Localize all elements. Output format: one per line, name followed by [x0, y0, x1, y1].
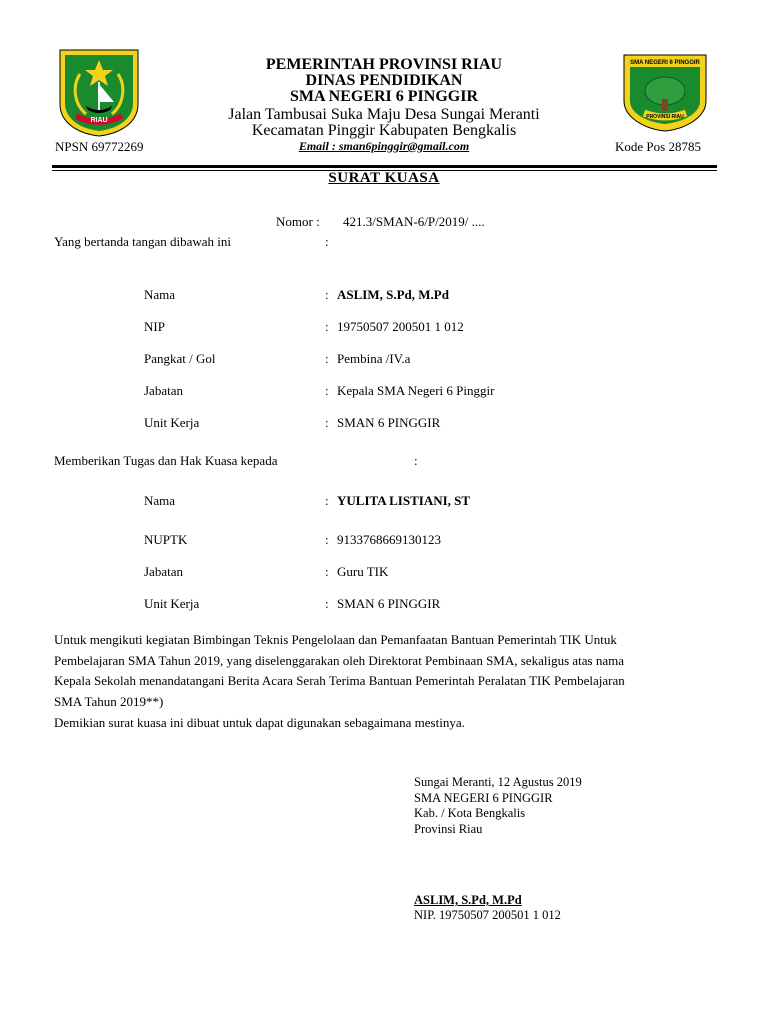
header-department: DINAS PENDIDIKAN	[305, 72, 463, 89]
body-line: Pembelajaran SMA Tahun 2019, yang diselenggarakan oleh Direktorat Pembinaan SMA, sekaligus atas nama	[54, 652, 624, 668]
colon: :	[325, 596, 329, 611]
grantee-position-label: Jabatan	[144, 564, 183, 579]
colon: :	[325, 415, 329, 430]
header-address-street: Jalan Tambusai Suka Maju Desa Sungai Meranti	[228, 106, 540, 123]
header-address-district: Kecamatan Pinggir Kabupaten Bengkalis	[251, 122, 517, 139]
grantor-unit-label: Unit Kerja	[144, 415, 200, 430]
header-government: PEMERINTAH PROVINSI RIAU	[265, 56, 503, 73]
school-emblem-top-text: SMA NEGERI 6 PINGGIR	[630, 60, 700, 66]
grantee-nuptk-value: 9133768669130123	[337, 532, 441, 547]
school-emblem-bottom-text: PROVINSI RIAU	[646, 114, 684, 120]
grantor-position-label: Jabatan	[144, 383, 183, 398]
grantor-name-label: Nama	[144, 287, 176, 302]
header-school: SMA NEGERI 6 PINGGIR	[289, 88, 479, 105]
grantee-intro-colon: :	[414, 453, 418, 468]
grantee-unit-value: SMAN 6 PINGGIR	[337, 596, 441, 611]
body-line: SMA Tahun 2019**)	[54, 694, 164, 710]
closing-line: Demikian surat kuasa ini dibuat untuk dapat digunakan sebagaimana mestinya.	[54, 714, 465, 730]
grantee-position-value: Guru TIK	[337, 564, 389, 579]
letterhead-divider-thick	[52, 165, 717, 168]
signatory-nip: NIP. 19750507 200501 1 012	[414, 908, 561, 922]
grantor-name-value: ASLIM, S.Pd, M.Pd	[337, 287, 449, 302]
header-npsn: NPSN 69772269	[55, 139, 144, 154]
signature-place-date: Sungai Meranti, 12 Agustus 2019	[414, 775, 582, 789]
grantor-intro-colon: :	[325, 234, 329, 249]
header-email: Email : sman6pinggir@gmail.com	[298, 139, 470, 153]
document-title: SURAT KUASA	[328, 170, 440, 186]
grantor-rank-label: Pangkat / Gol	[144, 351, 216, 366]
document-number: 421.3/SMAN-6/P/2019/ ....	[343, 214, 485, 229]
colon: :	[325, 564, 329, 579]
document-number-label: Nomor :	[276, 214, 320, 229]
colon: :	[325, 383, 329, 398]
colon: :	[325, 351, 329, 366]
grantor-nip-label: NIP	[144, 319, 165, 334]
grantor-position-value: Kepala SMA Negeri 6 Pinggir	[337, 383, 495, 398]
grantee-intro: Memberikan Tugas dan Hak Kuasa kepada	[54, 453, 278, 468]
grantee-nuptk-label: NUPTK	[144, 532, 188, 547]
body-line: Untuk mengikuti kegiatan Bimbingan Teknis Pengelolaan dan Pemanfaatan Bantuan Pemerintah TIK Untuk	[54, 632, 617, 647]
colon: :	[325, 319, 329, 334]
grantor-rank-value: Pembina /IV.a	[337, 351, 411, 366]
signature-province: Provinsi Riau	[414, 821, 483, 836]
body-line: Kepala Sekolah menandatangani Berita Acara Serah Terima Bantuan Pemerintah Peralatan TIK Pembelajaran	[54, 673, 625, 689]
colon: :	[325, 493, 329, 508]
grantor-nip-value: 19750507 200501 1 012	[337, 319, 464, 334]
grantor-unit-value: SMAN 6 PINGGIR	[337, 415, 441, 430]
grantor-intro: Yang bertanda tangan dibawah ini	[54, 234, 232, 249]
riau-emblem-text: RIAU	[90, 117, 108, 124]
grantee-name-label: Nama	[144, 493, 176, 508]
grantee-name-value: YULITA LISTIANI, ST	[337, 493, 471, 508]
signatory-name: ASLIM, S.Pd, M.Pd	[414, 893, 522, 907]
body-paragraph	[54, 630, 716, 734]
colon: :	[325, 532, 329, 547]
colon: :	[325, 287, 329, 302]
signature-block	[414, 775, 582, 837]
signature-school: SMA NEGERI 6 PINGGIR	[414, 790, 553, 805]
grantee-unit-label: Unit Kerja	[144, 596, 200, 611]
header-postal-code: Kode Pos 28785	[615, 139, 701, 154]
signature-regency: Kab. / Kota Bengkalis	[414, 806, 526, 820]
